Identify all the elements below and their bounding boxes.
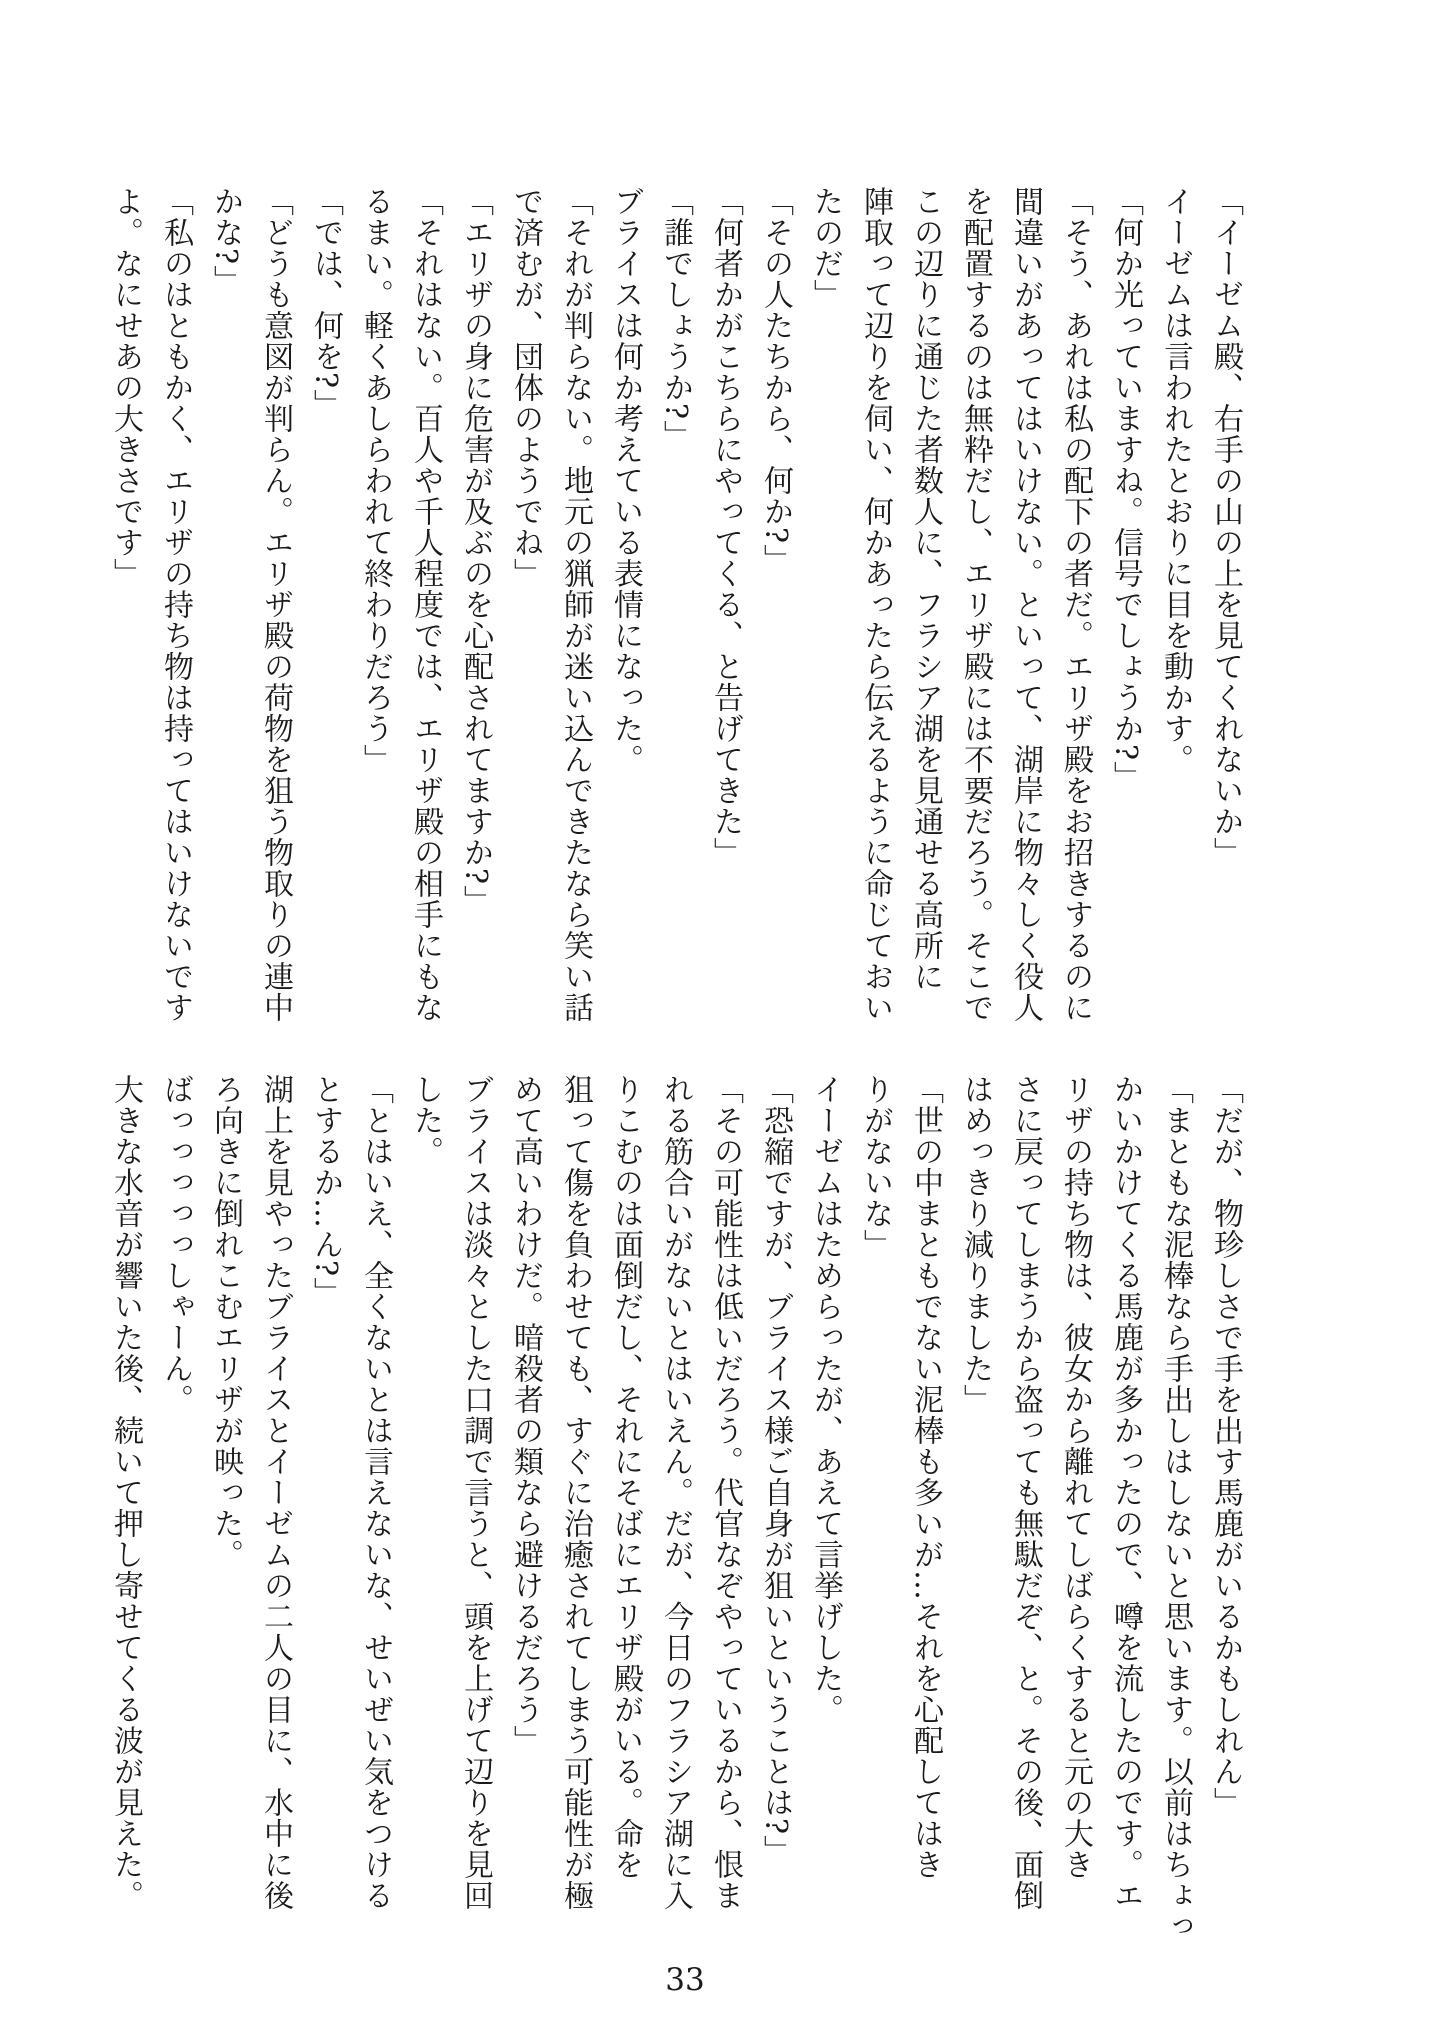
text-line: この辺りに通じた者数人に、フラシア湖を見通せる高所に (908, 186, 943, 992)
text-line: 「恐縮ですが、ブライス様ご自身が狙いということは?」 (758, 1074, 793, 1867)
text-line: 「世の中まともでない泥棒も多いが…それを心配してはき (908, 1074, 943, 1880)
text-line: 「だが、物珍しさで手を出す馬鹿がいるかもしれん」 (1208, 1074, 1243, 1818)
text-line: たのだ」 (808, 186, 843, 310)
text-line: りがないな」 (858, 1074, 893, 1260)
text-line: 「エリザの身に危害が及ぶのを心配されてますか?」 (458, 186, 493, 917)
text-line: 「その可能性は低いだろう。代官なぞやっているから、恨ま (708, 1074, 743, 1911)
text-line: 「その人たちから、何か?」 (758, 186, 793, 576)
text-line: を配置するのは無粋だし、エリザ殿には不要だろう。そこで (958, 186, 993, 1023)
text-line: ブライスは淡々とした口調で言うと、頭を上げて辺りを見回 (458, 1074, 493, 1911)
text-line: 「そう、あれは私の配下の者だ。エリザ殿をお招きするのに (1058, 186, 1093, 1023)
text-line: イーゼムは言われたとおりに目を動かす。 (1158, 186, 1193, 775)
text-line: ばっっっっっしゃーん。 (158, 1074, 193, 1415)
text-line: よ。なにせあの大きさです」 (108, 186, 143, 589)
text-line: 「誰でしょうか?」 (658, 186, 693, 452)
text-line: さに戻ってしまうから盗っても無駄だぞ、と。その後、面倒 (1008, 1074, 1043, 1911)
page-number: 33 (665, 1962, 705, 1998)
text-line: 「それはない。百人や千人程度では、エリザ殿の相手にもな (408, 186, 443, 1023)
text-line: 「では、何を?」 (308, 186, 343, 421)
text-line: イーゼムはためらったが、あえて言挙げした。 (808, 1074, 843, 1725)
text-line: かいかけてくる馬鹿が多かったので、噂を流したのです。エ (1108, 1074, 1143, 1911)
text-line: 狙って傷を負わせても、すぐに治癒されてしまう可能性が極 (558, 1074, 593, 1911)
text-line: 「とはいえ、全くないとは言えないな、せいぜい気をつける (358, 1074, 393, 1911)
text-line: 「何者かがこちらにやってくる、と告げてきた」 (708, 186, 743, 868)
text-line: かな?」 (208, 186, 243, 297)
text-line: れる筋合いがないとはいえん。だが、今日のフラシア湖に入 (658, 1074, 693, 1911)
text-line: 「私のはともかく、エリザの持ち物は持ってはいけないです (158, 186, 193, 1023)
text-line: した。 (408, 1074, 443, 1167)
text-line: るまい。軽くあしらわれて終わりだろう」 (358, 186, 393, 775)
text-line: ろ向きに倒れこむエリザが映った。 (208, 1074, 243, 1570)
text-line: はめっきり減りました」 (958, 1074, 993, 1415)
text-line: 大きな水音が響いた後、続いて押し寄せてくる波が見えた。 (108, 1074, 143, 1911)
text-line: りこむのは面倒だし、それにそばにエリザ殿がいる。命を (608, 1074, 643, 1880)
bottom-text-section (100, 1074, 1250, 1956)
text-line: 湖上を見やったブライスとイーゼムの二人の目に、水中に後 (258, 1074, 293, 1911)
text-line: とするか…ん?」 (308, 1074, 343, 1309)
text-line: 間違いがあってはいけない。といって、湖岸に物々しく役人 (1008, 186, 1043, 1023)
text-line: めて高いわけだ。暗殺者の類なら避けるだろう」 (508, 1074, 543, 1756)
text-line: で済むが、団体のようでね」 (508, 186, 543, 589)
text-line: 「それが判らない。地元の猟師が迷い込んできたなら笑い話 (558, 186, 593, 1023)
text-line: 「どうも意図が判らん。エリザ殿の荷物を狙う物取りの連中 (258, 186, 293, 1023)
text-line: 「イーゼム殿、右手の山の上を見てくれないか」 (1208, 186, 1243, 868)
text-line: 陣取って辺りを伺い、何かあったら伝えるように命じておい (858, 186, 893, 1023)
text-line: リザの持ち物は、彼女から離れてしばらくすると元の大き (1058, 1074, 1093, 1880)
text-line: 「何か光っていますね。信号でしょうか?」 (1108, 186, 1143, 793)
top-text-section (100, 186, 1250, 1068)
text-line: ブライスは何か考えている表情になった。 (608, 186, 643, 775)
text-line: 「まともな泥棒なら手出しはしないと思います。以前はちょっ (1158, 1074, 1193, 1942)
